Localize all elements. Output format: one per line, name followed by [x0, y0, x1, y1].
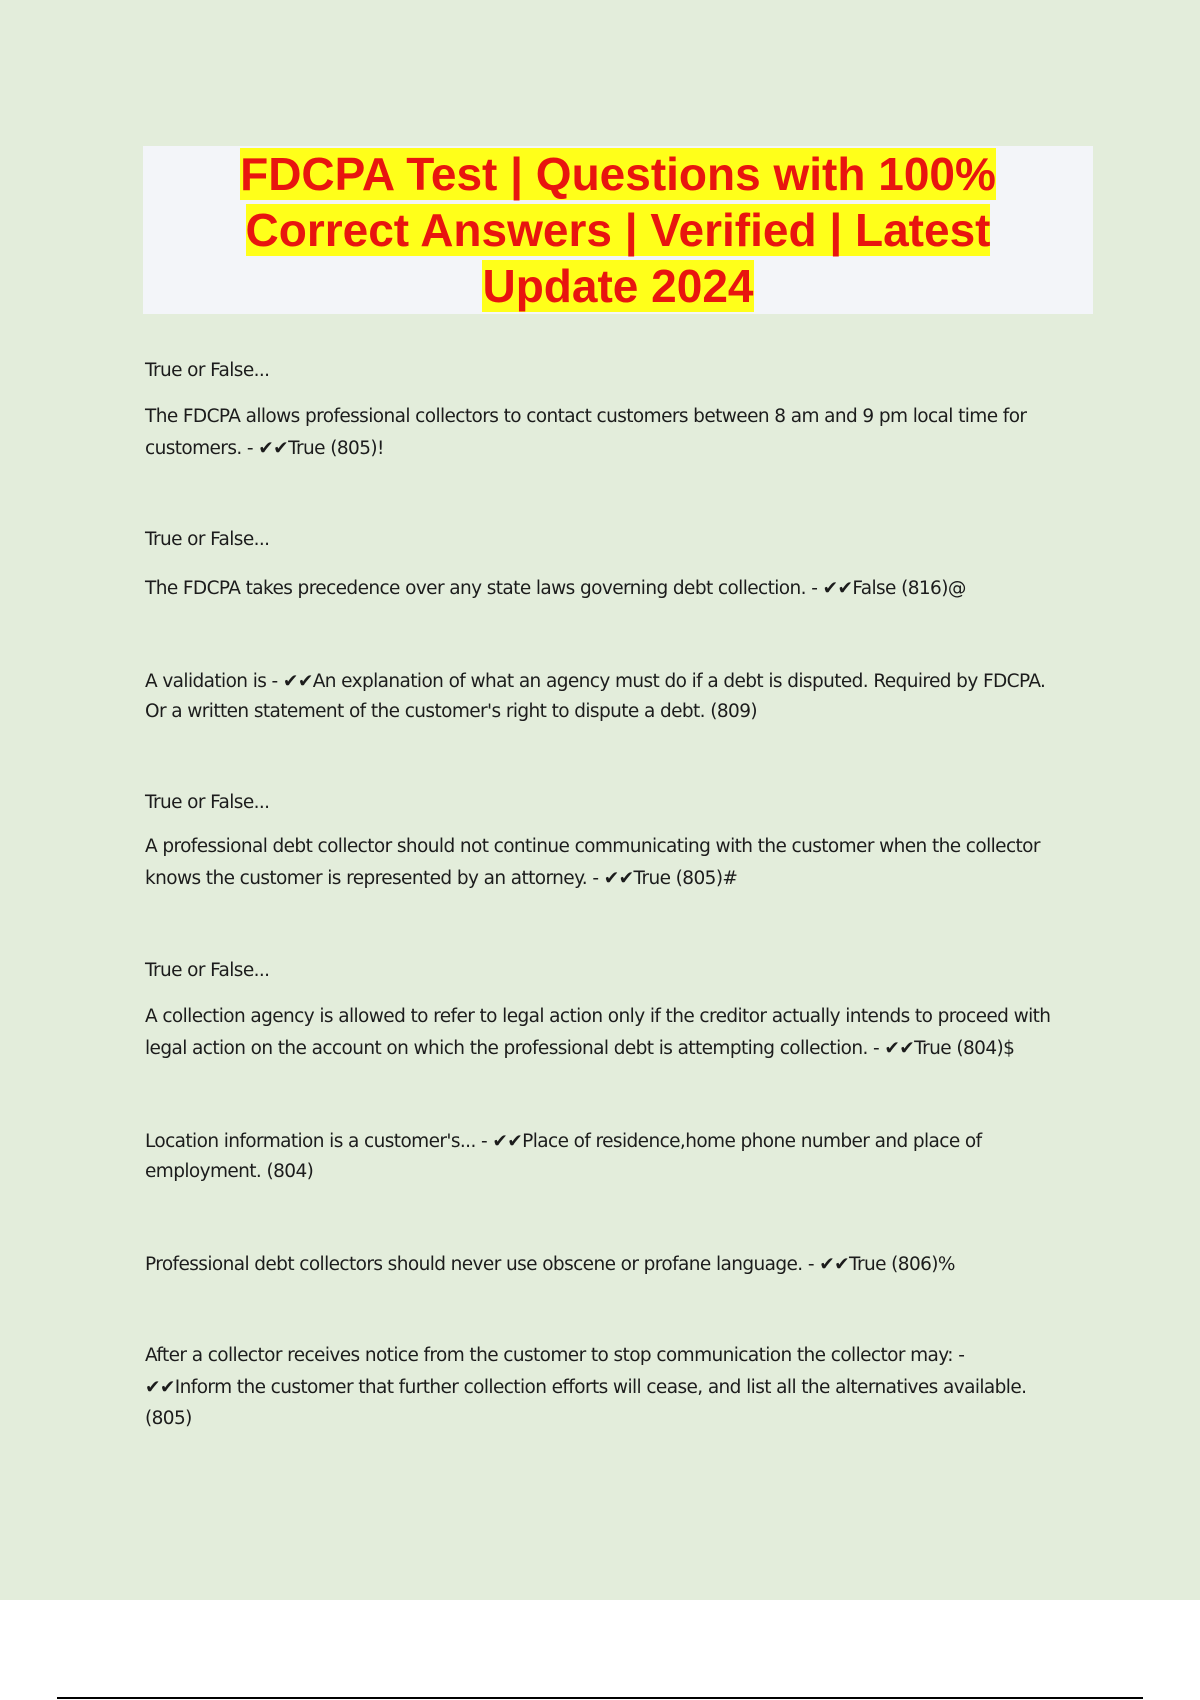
question-text: The FDCPA allows professional collectors to contact customers between 8 am and 9 pm local time for — [145, 406, 1027, 427]
title-line: FDCPA Test | Questions with 100% — [240, 148, 996, 200]
question-text: ✔✔Inform the customer that further collection efforts will cease, and list all the alternatives available. — [145, 1377, 1027, 1398]
question-text: The FDCPA takes precedence over any state laws governing debt collection. - ✔✔False (816)@ — [145, 578, 966, 599]
title-line: Update 2024 — [482, 260, 754, 312]
question-prompt: True or False... — [145, 360, 270, 381]
question-text: employment. (804) — [145, 1161, 314, 1182]
question-prompt: True or False... — [145, 529, 270, 550]
question-prompt: True or False... — [145, 792, 270, 813]
question-text: knows the customer is represented by an attorney. - ✔✔True (805)# — [145, 868, 738, 889]
question-prompt: True or False... — [145, 960, 270, 981]
question-text: A collection agency is allowed to refer to legal action only if the creditor actually intends to proceed with — [145, 1006, 1051, 1027]
question-text: A validation is - ✔✔An explanation of what an agency must do if a debt is disputed. Required by FDCPA. — [145, 671, 1046, 692]
title-line: Correct Answers | Verified | Latest — [245, 204, 991, 256]
question-text: customers. - ✔✔True (805)! — [145, 438, 384, 459]
question-text: Professional debt collectors should never use obscene or profane language. - ✔✔True (806)% — [145, 1254, 955, 1275]
question-text: Or a written statement of the customer's right to dispute a debt. (809) — [145, 701, 757, 722]
question-text: (805) — [145, 1408, 192, 1429]
question-text: After a collector receives notice from the customer to stop communication the collector may: - — [145, 1345, 965, 1366]
document-title — [143, 146, 1093, 314]
footer-rule — [57, 1697, 1143, 1699]
question-text: A professional debt collector should not continue communicating with the customer when the collector — [145, 836, 1040, 857]
question-text: legal action on the account on which the professional debt is attempting collection. - ✔✔True (804)$ — [145, 1038, 1015, 1059]
question-text: Location information is a customer's... - ✔✔Place of residence,home phone number and place of — [145, 1131, 982, 1152]
title-box — [143, 146, 1093, 314]
